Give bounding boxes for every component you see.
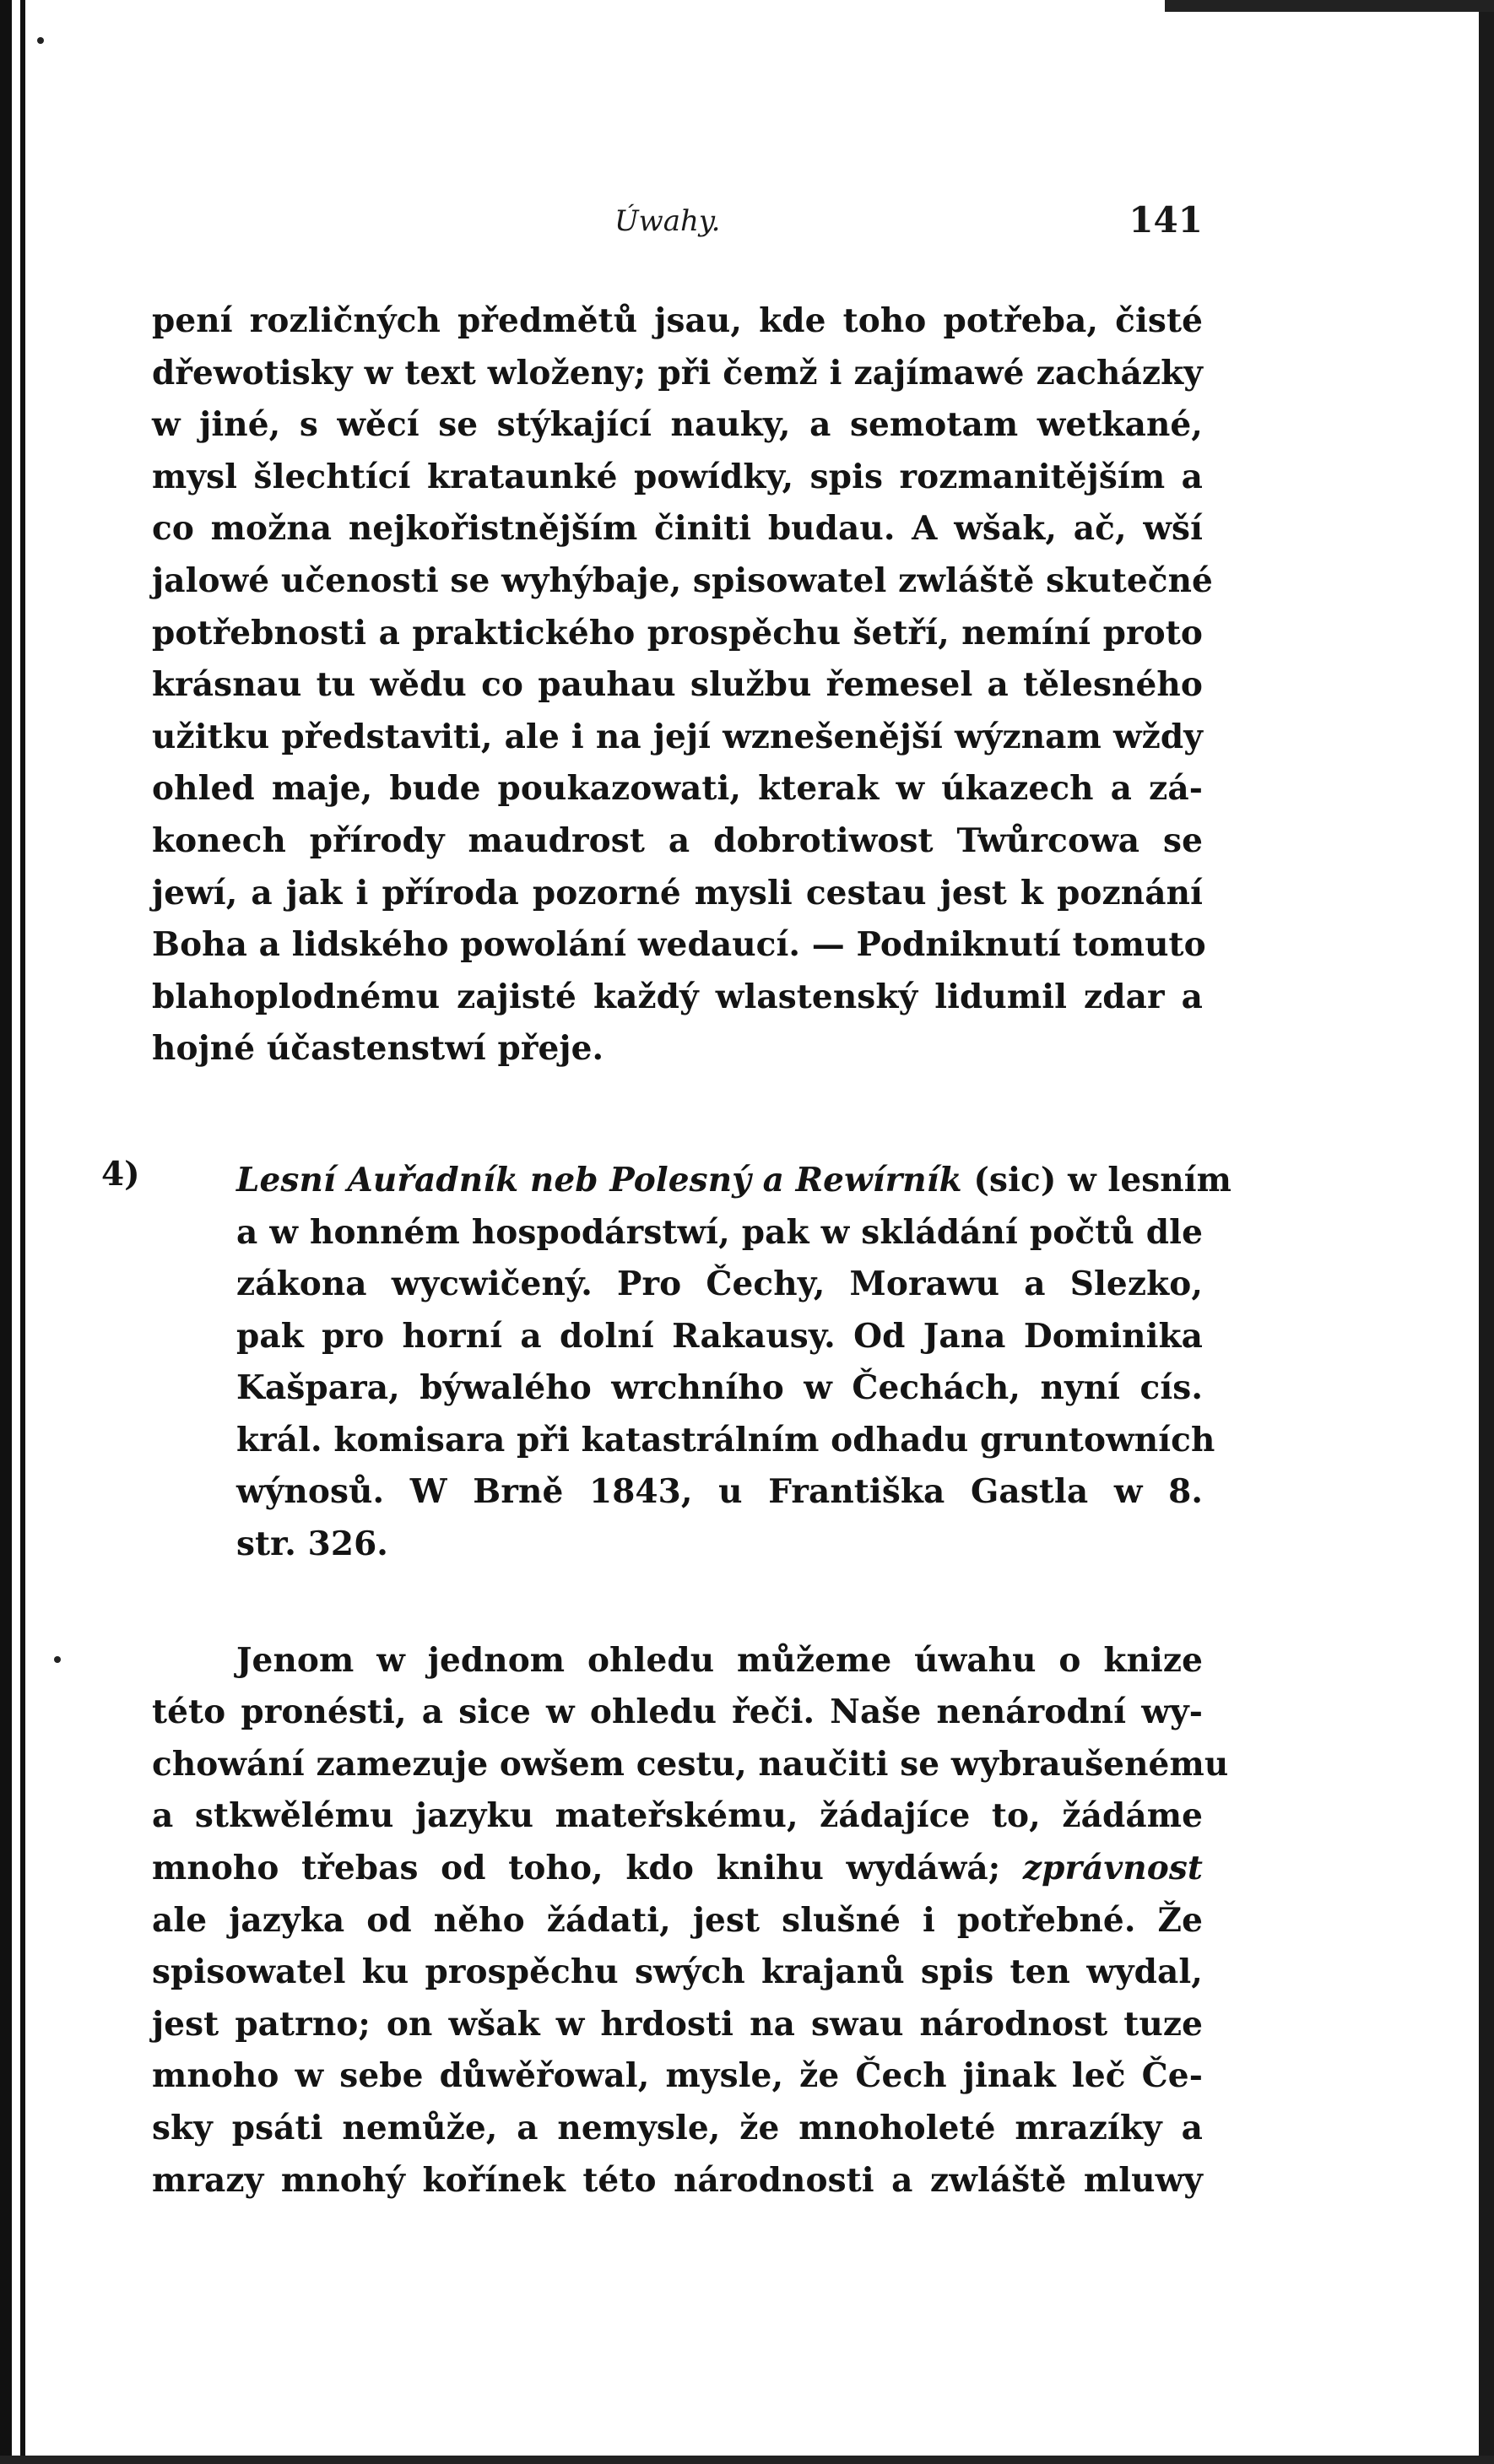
- scan-edge-right: [1479, 0, 1494, 2464]
- paragraph-1: [152, 295, 1213, 1075]
- text-segment: mnoho třebas od toho, kdo knihu wydáwá;: [152, 1849, 1023, 1888]
- text-line: mrazy mnohý kořínek této národnosti a zwláště mluwy: [152, 2160, 1203, 2200]
- text-line: hojné účastenstwí přeje.: [152, 1029, 604, 1069]
- text-line: král. komisara při katastrálním odhadu gruntowních: [236, 1420, 1215, 1459]
- text-line: mysl šlechtící krataunké powídky, spis rozmanitějším a: [152, 457, 1203, 496]
- text-line: ohled maje, bude poukazowati, kterak w úkazech a zá-: [152, 769, 1203, 809]
- text-line: a w honném hospodárstwí, pak w skládání počtů dle: [236, 1212, 1203, 1252]
- text-line: chowání zamezuje owšem cestu, naučiti se wybraušenému: [152, 1744, 1229, 1784]
- text-line: co možna nejkořistnějším činiti budau. A wšak, ač, wší: [152, 509, 1203, 549]
- page-number: 141: [1129, 199, 1203, 241]
- text-line: sky psáti nemůže, a nemysle, že mnoholeté mrazíky a: [152, 2109, 1203, 2147]
- body-text: [101, 295, 1232, 2207]
- text-line: pak pro horní a dolní Rakausy. Od Jana Dominika: [236, 1316, 1203, 1356]
- scan-edge-bottom: [0, 2456, 1494, 2464]
- text-line: pení rozličných předmětů jsau, kde toho potřeba, čisté: [152, 301, 1203, 340]
- text-line: blahoplodnému zajisté každý wlastenský lidumil zdar a: [152, 977, 1203, 1016]
- page-header: [152, 194, 1203, 262]
- text-line: krásnau tu wědu co pauhau službu řemesel a tělesného: [152, 665, 1203, 705]
- scan-edge-left: [0, 0, 25, 2464]
- entry-title-rest: (sic) w lesním: [961, 1160, 1232, 1200]
- text-line: [152, 1843, 1203, 1895]
- text-line: str. 326.: [236, 1524, 388, 1564]
- text-line: Boha a lidského powolání wedaucí. — Podniknutí tomuto: [152, 925, 1206, 965]
- italic-word: zprávnost: [1022, 1849, 1203, 1888]
- text-line: Kašpara, býwalého wrchního w Čechách, nyní cís.: [236, 1368, 1203, 1408]
- scan-speck: [37, 37, 44, 44]
- text-line: spisowatel ku prospěchu swých krajanů spis ten wydal,: [152, 1952, 1203, 1992]
- entry-number: 4): [101, 1154, 140, 1194]
- text-line: Jenom w jednom ohledu můžeme úwahu o knize: [236, 1640, 1203, 1680]
- text-line: mnoho w sebe důwěřowal, mysle, že Čech jinak leč Če-: [152, 2056, 1203, 2096]
- text-line: jalowé učenosti se wyhýbaje, spisowatel zwláště skutečné: [152, 560, 1213, 600]
- text-line: w jiné, s wěcí se stýkající nauky, a semotam wetkané,: [152, 405, 1203, 445]
- scan-speck: [54, 1656, 61, 1663]
- book-page: [101, 194, 1232, 2207]
- scan-edge-top: [1165, 0, 1494, 12]
- text-line: této pronésti, a sice w ohledu řeči. Naše nenárodní wy-: [152, 1692, 1203, 1732]
- paragraph-2: [152, 1635, 1229, 2207]
- text-line: ale jazyka od něho žádati, jest slušné i potřebné. Že: [152, 1900, 1203, 1940]
- text-line: zákona wycwičený. Pro Čechy, Morawu a Slezko,: [236, 1264, 1203, 1304]
- entry-title-line: [236, 1155, 1232, 1207]
- running-head: Úwahy.: [614, 204, 721, 238]
- bibliography-entry-4: [101, 1154, 1232, 1571]
- text-line: jest patrno; on wšak w hrdosti na swau národnost tuze: [152, 2004, 1203, 2044]
- text-line: a stkwělému jazyku mateřskému, žádajíce to, žádáme: [152, 1796, 1203, 1836]
- text-line: užitku představiti, ale i na její wznešenější wýznam wždy: [152, 717, 1203, 756]
- text-line: dřewotisky w text wloženy; při čemž i zajímawé zacházky: [152, 353, 1203, 393]
- text-line: konech přírody maudrost a dobrotiwost Twůrcowa se: [152, 820, 1203, 860]
- entry-title: Lesní Auřadník neb Polesný a Rewírník: [236, 1160, 962, 1200]
- text-line: wýnosů. W Brně 1843, u Františka Gastla w 8.: [236, 1472, 1203, 1512]
- text-line: potřebnosti a praktického prospěchu šetří, nemíní proto: [152, 613, 1203, 653]
- text-line: jewí, a jak i příroda pozorné mysli cestau jest k poznání: [152, 873, 1203, 912]
